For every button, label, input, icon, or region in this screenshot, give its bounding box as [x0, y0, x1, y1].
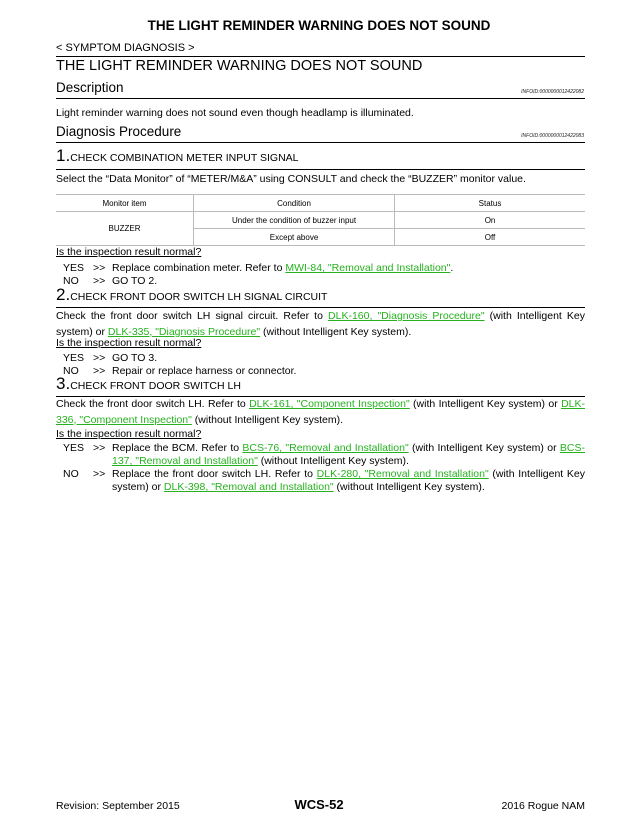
link-dlk-335[interactable]: DLK-335, "Diagnosis Procedure" — [107, 325, 261, 338]
answer-arrow: >> — [93, 352, 106, 364]
answer-text-part: Replace the BCM. Refer to — [112, 442, 243, 454]
step1-text: Select the “Data Monitor” of “METER/M&A” using CONSULT and check the “BUZZER” monitor value. — [56, 173, 526, 185]
answer-arrow: >> — [93, 275, 106, 287]
divider — [56, 56, 585, 57]
answer-yes — [63, 262, 585, 275]
link-dlk-161[interactable]: DLK-161, "Component Inspection" — [249, 398, 410, 410]
answer-text — [112, 468, 585, 494]
text-part: (with Intelligent Key system) or — [56, 310, 586, 338]
table-cell-condition: Under the condition of buzzer input — [194, 212, 395, 229]
footer-model: 2016 Rogue NAM — [501, 800, 585, 812]
answer-text-part: (without Intelligent Key system). — [257, 455, 409, 467]
answer-text: GO TO 3. — [112, 352, 158, 364]
description-info-id: INFOID:0000000012422082 — [521, 89, 584, 95]
answer-yes — [63, 442, 585, 468]
table-cell-status: Off — [395, 229, 585, 246]
procedure-info-id: INFOID:0000000012422083 — [521, 133, 584, 139]
answer-text-part: Replace the front door switch LH. Refer to — [112, 468, 317, 480]
divider — [56, 98, 585, 99]
table-cell-condition: Except above — [194, 229, 395, 246]
description-text: Light reminder warning does not sound even though headlamp is illuminated. — [56, 107, 414, 119]
step3-heading — [56, 374, 241, 394]
footer-page-code: WCS-52 — [294, 797, 344, 812]
step1-heading — [56, 146, 299, 166]
answer-key: YES — [63, 442, 85, 454]
text-part: (with Intelligent Key system) or — [409, 398, 562, 410]
column-header: Monitor item — [56, 195, 194, 212]
answer-arrow: >> — [93, 262, 106, 274]
step-number: 3. — [56, 374, 71, 393]
column-header: Status — [395, 195, 585, 212]
step3-answers — [63, 442, 585, 494]
step2-question: Is the inspection result normal? — [56, 337, 202, 349]
text-part: Check the front door switch LH signal circuit. Refer to — [56, 310, 329, 322]
answer-arrow: >> — [93, 365, 106, 377]
step-title: CHECK FRONT DOOR SWITCH LH — [70, 380, 241, 392]
divider — [56, 142, 585, 143]
table-cell-item: BUZZER — [56, 212, 194, 246]
description-heading: Description — [56, 80, 124, 95]
link-dlk-336[interactable]: DLK-336, "Component Inspection" — [56, 398, 585, 426]
answer-text: Repair or replace harness or connector. — [112, 365, 297, 377]
link-dlk-280[interactable]: DLK-280, "Removal and Installation" — [316, 468, 489, 480]
link-dlk-160[interactable]: DLK-160, "Diagnosis Procedure" — [328, 310, 485, 322]
step3-text — [56, 397, 585, 428]
text-part: Check the front door switch LH. Refer to — [56, 398, 250, 410]
link-bcs-137[interactable]: BCS-137, "Removal and Installation" — [112, 442, 585, 467]
answer-text-part: (with Intelligent Key system) or — [112, 468, 585, 493]
step-title: CHECK COMBINATION METER INPUT SIGNAL — [70, 152, 299, 164]
answer-yes — [63, 352, 585, 365]
step3-question: Is the inspection result normal? — [56, 428, 202, 440]
answer-arrow: >> — [93, 442, 106, 454]
answer-text — [112, 442, 585, 468]
procedure-heading: Diagnosis Procedure — [56, 124, 182, 139]
divider — [56, 169, 585, 170]
monitor-table — [56, 194, 585, 246]
answer-text-part: (with Intelligent Key system) or — [408, 442, 560, 454]
answer-text-part: (without Intelligent Key system). — [333, 481, 485, 493]
link-bcs-76[interactable]: BCS-76, "Removal and Installation" — [242, 442, 409, 454]
divider — [56, 307, 585, 308]
answer-key: NO — [63, 365, 79, 377]
main-title: THE LIGHT REMINDER WARNING DOES NOT SOUND — [56, 58, 423, 74]
answer-key: NO — [63, 275, 79, 287]
step2-heading — [56, 285, 327, 305]
step-title: CHECK FRONT DOOR SWITCH LH SIGNAL CIRCUIT — [70, 291, 328, 303]
table-row — [56, 212, 585, 229]
step1-question: Is the inspection result normal? — [56, 246, 202, 258]
text-part: (without Intelligent Key system). — [260, 325, 412, 338]
text-part: (without Intelligent Key system). — [191, 413, 344, 426]
answer-key: NO — [63, 468, 79, 480]
table-cell-status: On — [395, 212, 585, 229]
step-number: 2. — [56, 285, 71, 304]
table-header-row — [56, 195, 585, 212]
section-breadcrumb: < SYMPTOM DIAGNOSIS > — [56, 42, 195, 54]
answer-text: GO TO 2. — [112, 275, 158, 287]
step-number: 1. — [56, 146, 71, 165]
footer-revision: Revision: September 2015 — [56, 800, 180, 812]
answer-no — [63, 468, 585, 494]
answer-key: YES — [63, 352, 85, 364]
column-header: Condition — [194, 195, 395, 212]
answer-key: YES — [63, 262, 85, 274]
page-header: THE LIGHT REMINDER WARNING DOES NOT SOUND — [147, 18, 491, 33]
link-mwi-84[interactable]: MWI-84, "Removal and Installation" — [285, 262, 451, 274]
answer-text — [112, 262, 585, 275]
answer-arrow: >> — [93, 468, 106, 480]
answer-text-part: Replace combination meter. Refer to — [112, 262, 286, 274]
link-dlk-398[interactable]: DLK-398, "Removal and Installation" — [163, 481, 334, 493]
answer-text-part: . — [450, 262, 454, 274]
